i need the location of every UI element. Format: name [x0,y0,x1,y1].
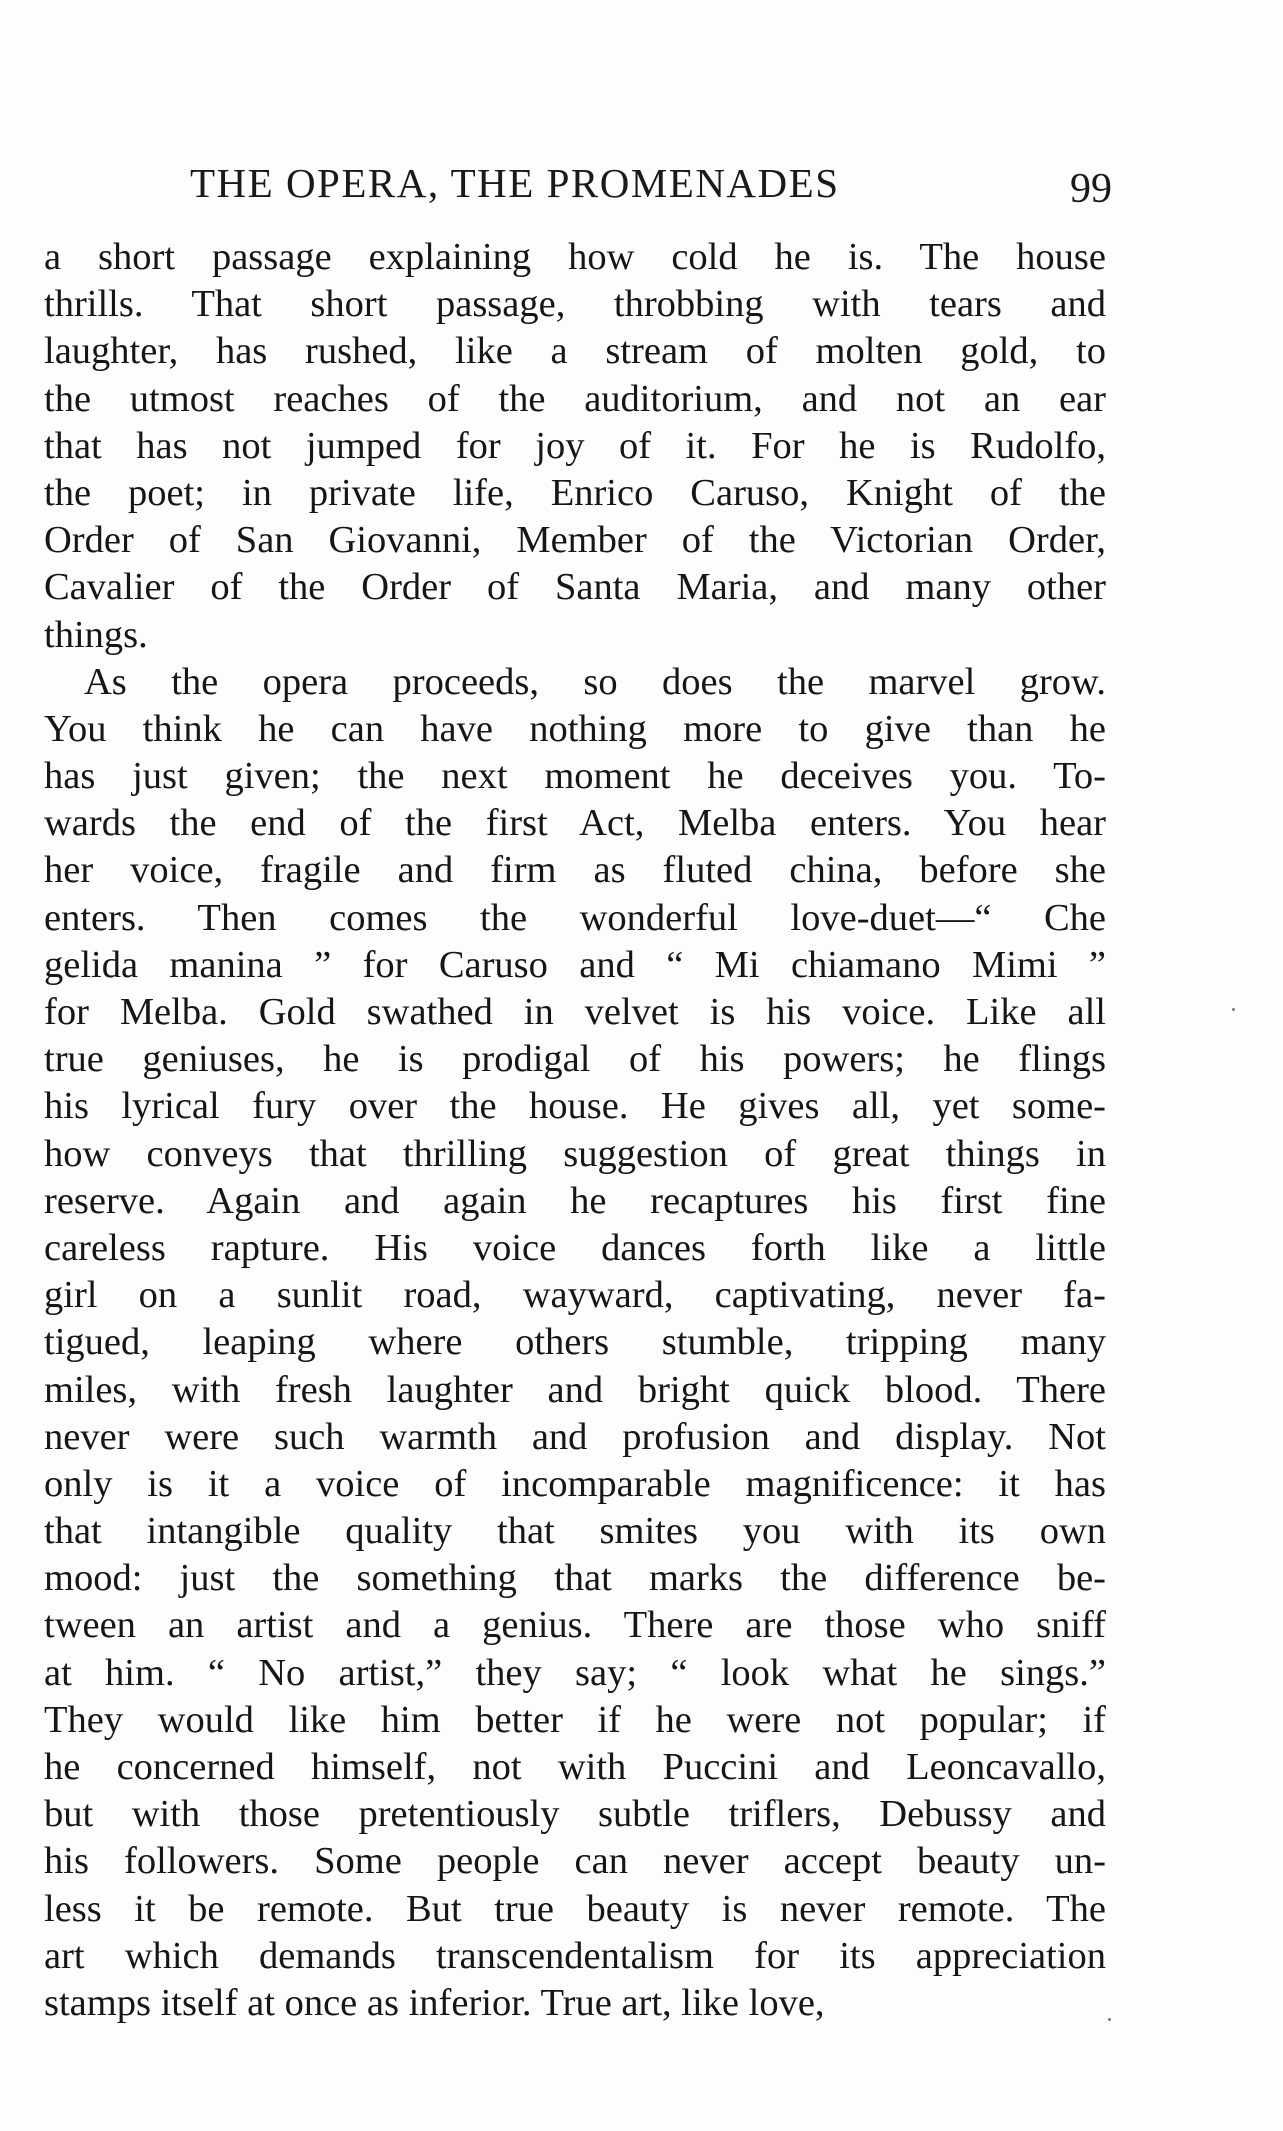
text-line: things. [44,613,148,656]
text-line: art which demands transcendentalism for its appreciation [44,1934,1106,1977]
text-line: miles, with fresh laughter and bright quick blood. There [44,1368,1106,1411]
running-title: THE OPERA, THE PROMENADES [190,160,840,206]
text-line: his lyrical fury over the house. He gives all, yet some- [44,1085,1106,1128]
text-line: his followers. Some people can never accept beauty un- [44,1840,1106,1883]
paper-speck [1232,1008,1235,1011]
page-number: 99 [1070,166,1112,212]
text-line: a short passage explaining how cold he is. The house [44,236,1106,278]
text-line: true geniuses, he is prodigal of his powers; he flings [44,1038,1106,1081]
text-line: girl on a sunlit road, wayward, captivating, never fa- [44,1274,1106,1317]
text-line: tigued, leaping where others stumble, tripping many [44,1321,1106,1364]
text-line: at him. “ No artist,” they say; “ look what he sings.” [44,1651,1106,1694]
text-line: but with those pretentiously subtle triflers, Debussy and [44,1793,1106,1836]
text-line: thrills. That short passage, throbbing with tears and [44,283,1106,326]
body-text [44,234,1106,2027]
text-line: the poet; in private life, Enrico Caruso, Knight of the [44,471,1106,514]
text-line: careless rapture. His voice dances forth like a little [44,1226,1106,1269]
text-line: Cavalier of the Order of Santa Maria, and many other [44,566,1106,609]
paper-speck [1108,2018,1111,2021]
text-line: less it be remote. But true beauty is never remote. The [44,1887,1106,1930]
paragraph [44,234,1106,659]
text-line: for Melba. Gold swathed in velvet is his voice. Like all [44,991,1106,1033]
text-line: You think he can have nothing more to give than he [44,707,1106,750]
text-line: As the opera proceeds, so does the marvel grow. [84,660,1106,703]
text-line: her voice, fragile and firm as fluted china, before she [44,849,1106,892]
text-line: They would like him better if he were not popular; if [44,1698,1106,1741]
text-line: mood: just the something that marks the difference be- [44,1557,1106,1600]
text-line: wards the end of the first Act, Melba enters. You hear [44,802,1106,845]
text-line: he concerned himself, not with Puccini and Leoncavallo, [44,1746,1106,1788]
text-line: never were such warmth and profusion and display. Not [44,1415,1106,1458]
text-line: laughter, has rushed, like a stream of molten gold, to [44,330,1106,373]
text-line: the utmost reaches of the auditorium, and not an ear [44,377,1106,420]
text-line: that has not jumped for joy of it. For he is Rudolfo, [44,424,1106,467]
text-line: stamps itself at once as inferior. True art, like love, [44,1981,825,2024]
text-line: Order of San Giovanni, Member of the Victorian Order, [44,519,1106,562]
text-line: that intangible quality that smites you with its own [44,1510,1106,1553]
running-head [190,158,1112,212]
text-line: gelida manina ” for Caruso and “ Mi chiamano Mimi ” [44,943,1106,986]
paragraph [44,659,1106,2027]
text-line: tween an artist and a genius. There are those who sniff [44,1604,1106,1647]
text-line: reserve. Again and again he recaptures his first fine [44,1179,1106,1222]
text-line: enters. Then comes the wonderful love-duet—“ Che [44,896,1106,939]
text-line: has just given; the next moment he deceives you. To- [44,755,1106,798]
text-line: how conveys that thrilling suggestion of great things in [44,1132,1106,1175]
text-line: only is it a voice of incomparable magnificence: it has [44,1462,1106,1505]
